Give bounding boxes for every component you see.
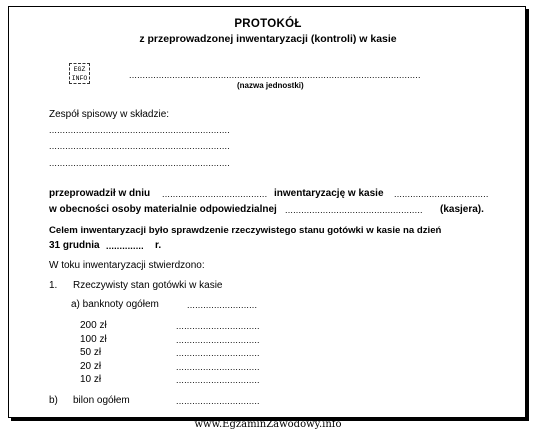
- responsible-person-field: ...................................................: [285, 205, 423, 215]
- responsible-person-label: w obecności osoby materialnie odpowiedzialnej: [49, 204, 277, 215]
- year-field: ..............: [106, 241, 144, 251]
- findings-intro: W toku inwentaryzacji stwierdzono:: [49, 260, 205, 271]
- team-label: Zespół spisowy w składzie:: [49, 109, 170, 120]
- denomination-label: 100 zł: [80, 334, 107, 345]
- site-watermark: www.EgzaminZawodowy.info: [194, 419, 342, 430]
- item-1-label: Rzeczywisty stan gotówki w kasie: [73, 280, 223, 291]
- item-1-number: 1.: [49, 280, 58, 291]
- cashier-label: (kasjera).: [440, 204, 484, 215]
- coins-total-field: ...............................: [176, 396, 260, 406]
- denomination-field: ...............................: [176, 348, 260, 358]
- banknotes-total-field: ..........................: [187, 300, 258, 310]
- form-subtitle: z przeprowadzonej inwentaryzacji (kontroli) w kasie: [139, 33, 397, 45]
- logo-text: EGZ INFO: [71, 66, 88, 82]
- purpose-date-label: 31 grudnia: [49, 240, 100, 251]
- banknotes-label: a) banknoty ogółem: [71, 299, 159, 310]
- protocol-form: [8, 6, 526, 418]
- form-title: PROTOKÓŁ: [234, 18, 302, 30]
- denomination-label: 200 zł: [80, 320, 107, 331]
- coins-letter: b): [49, 395, 58, 406]
- team-member-line-2: ...................................................................: [49, 141, 230, 151]
- team-member-line-3: ...................................................................: [49, 158, 230, 168]
- denomination-label: 20 zł: [80, 361, 102, 372]
- date-field: .......................................: [162, 189, 268, 199]
- unit-name-field: ............................................................................................................: [129, 70, 421, 80]
- denomination-label: 10 zł: [80, 374, 102, 385]
- denomination-field: ...............................: [176, 335, 260, 345]
- year-suffix: r.: [155, 240, 162, 251]
- inventory-label: inwentaryzację w kasie: [274, 188, 384, 199]
- purpose-text: Celem inwentaryzacji było sprawdzenie rzeczywistego stanu gotówki w kasie na dzień: [49, 225, 442, 236]
- denomination-field: ...............................: [176, 362, 260, 372]
- cashbox-field: ...................................: [394, 189, 489, 199]
- conducted-on-label: przeprowadził w dniu: [49, 188, 151, 199]
- coins-label: bilon ogółem: [73, 395, 130, 406]
- denomination-field: ...............................: [176, 321, 260, 331]
- egz-info-logo-icon: [69, 63, 90, 84]
- unit-name-caption: (nazwa jednostki): [237, 81, 304, 90]
- denomination-label: 50 zł: [80, 347, 102, 358]
- denomination-field: ...............................: [176, 375, 260, 385]
- team-member-line-1: ...................................................................: [49, 125, 230, 135]
